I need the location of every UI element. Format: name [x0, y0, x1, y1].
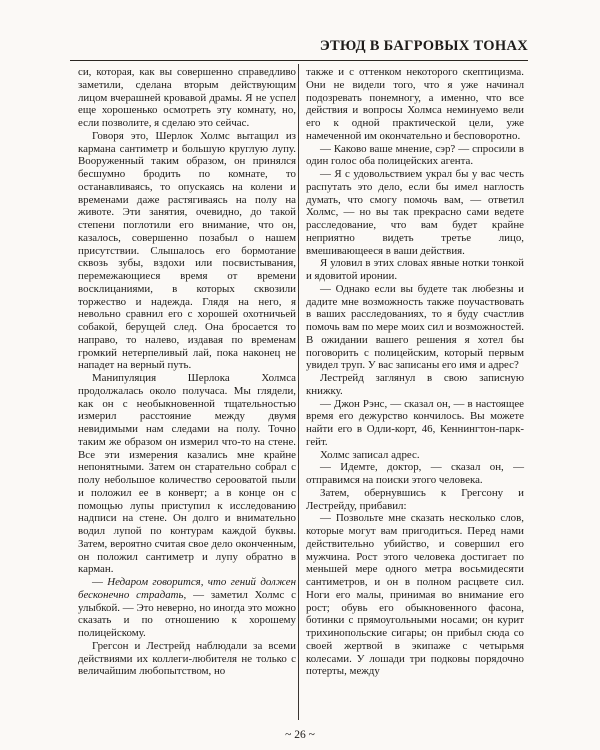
paragraph: Грегсон и Лестрейд наблюдали за всеми действиями их коллеги-любителя не только с величайшим любопытством, но: [78, 639, 296, 678]
page-number: ~ 26 ~: [285, 729, 315, 741]
paragraph: си, которая, как вы совершенно справедливо заметили, сделана вторым действующим лицом вчерашней кровавой драмы. Я не успел еще хорошенько осмотреть эту комнату, но, если позволите, я сделаю это сейчас.: [78, 66, 296, 129]
italic-quote: Недаром говорится, что гений должен бесконечно страдать,: [78, 576, 296, 601]
paragraph: Лестрейд заглянул в свою записную книжку.: [306, 372, 524, 397]
running-header: ЭТЮД В БАГРОВЫХ ТОНАХ: [70, 38, 528, 61]
paragraph: Я уловил в этих словах явные нотки тонкой и ядовитой иронии.: [306, 257, 524, 282]
paragraph: — Однако если вы будете так любезны и дадите мне возможность также поучаствовать в ваших расследованиях, то я буду счастлив помочь вам по мере моих сил и возможностей. В ожидании вашего решения я хотел бы поговорить с полицейским, который первым увидел труп. У вас записаны его имя и адрес?: [306, 282, 524, 372]
paragraph: — Идемте, доктор, — сказал он, — отправимся на поиски этого человека.: [306, 461, 524, 486]
right-column: [306, 66, 524, 678]
paragraph: Манипуляция Шерлока Холмса продолжалась около получаса. Мы глядели, как он с необыкновенной тщательностью измерил расстояние между двумя невидимыми нам следами на полу. Точно таким же образом он измерил что-то на стене. Все эти измерения казались мне крайне непонятными. Затем он старательно собрал с полу небольшое количество серооватой пыли и положил ее в конверт; а в конце он с помощью лупы приступил к исследованию надписи на стене. Он долго и внимательно водил лупой по контурам каждой буквы. Затем, вероятно считая свое дело оконченным, он положил сантиметр и лупу обратно в карман.: [78, 372, 296, 576]
paragraph: — Каково ваше мнение, сэр? — спросили в один голос оба полицейских агента.: [306, 142, 524, 168]
paragraph-text: — заметил Холмс с улыбкой. — Это неверно, но иногда это можно сказать и по отношению к хорошему полицейскому.: [78, 588, 296, 639]
paragraph: — Недаром говорится, что гений должен бесконечно страдать, — заметил Холмс с улыбкой. — Это неверно, но иногда это можно сказать и по отношению к хорошему полицейскому.: [78, 576, 296, 639]
paragraph: — Позвольте мне сказать несколько слов, которые могут вам пригодиться. Перед нами действительно убийство, и совершил его мужчина. Рост этого человека достигает по меньшей мере одного метра восьмидесяти сантиметров, и он в полном расцвете сил. Ноги его малы, принимая во внимание его рост; обувь его обыкновенного фасона, ботинки с прямоугольными носами; он курит трихинопольские сигары; он прибыл сюда со своей жертвой в экипаже с четырьмя колесами. У лошади три подковы порядочно потерты, между: [306, 512, 524, 678]
column-divider: [298, 64, 299, 720]
paragraph: Говоря это, Шерлок Холмс вытащил из кармана сантиметр и большую круглую лупу. Вооруженный таким образом, он принялся бесшумно бродить по комнате, то останавливаясь, то опускаясь на колени и временами даже растягиваясь на полу на животе. Эти занятия, очевидно, до такой степени поглотили его внимание, что он, казалось, совершенно позабыл о нашем присутствии. Слышалось его бормотание сквозь зубы, вздохи или посвистывания, перемежающиеся время от времени восклицаниями, в которых сквозили торжество и надежда. Глядя на него, я невольно сравнил его с хорошей охотничьей собакой, берущей след. Она бросается то направо, то налево, издавая по временам громкий нетерпеливый лай, пока наконец не нападет на верный путь.: [78, 129, 296, 372]
paragraph: Холмс записал адрес.: [320, 448, 420, 461]
paragraph: Затем, обернувшись к Грегсону и Лестрейду, прибавил:: [306, 486, 524, 512]
paragraph: — Джон Рэнс, — сказал он, — в настоящее время его дежурство кончилось. Вы можете найти его в Одли-корт, 46, Кеннингтон-парк-гейт.: [306, 397, 524, 448]
paragraph: — Я с удовольствием украл бы у вас честь распутать это дело, если бы имел наглость думать, что смогу помочь вам, — ответил Холмс, — но вы так прекрасно сами ведете расследование, что вам будет крайне неприятно видеть третье лицо, вмешивающееся в ваши действия.: [306, 168, 524, 257]
left-column: [78, 66, 296, 678]
paragraph: также и с оттенком некоторого скептицизма. Они не видели того, что я уже начинал подозревать понемногу, а именно, что все действия и вопросы Холмса неминуемо вели его к одной практической цели, уже намеченной им окончательно и бесповоротно.: [306, 66, 524, 142]
